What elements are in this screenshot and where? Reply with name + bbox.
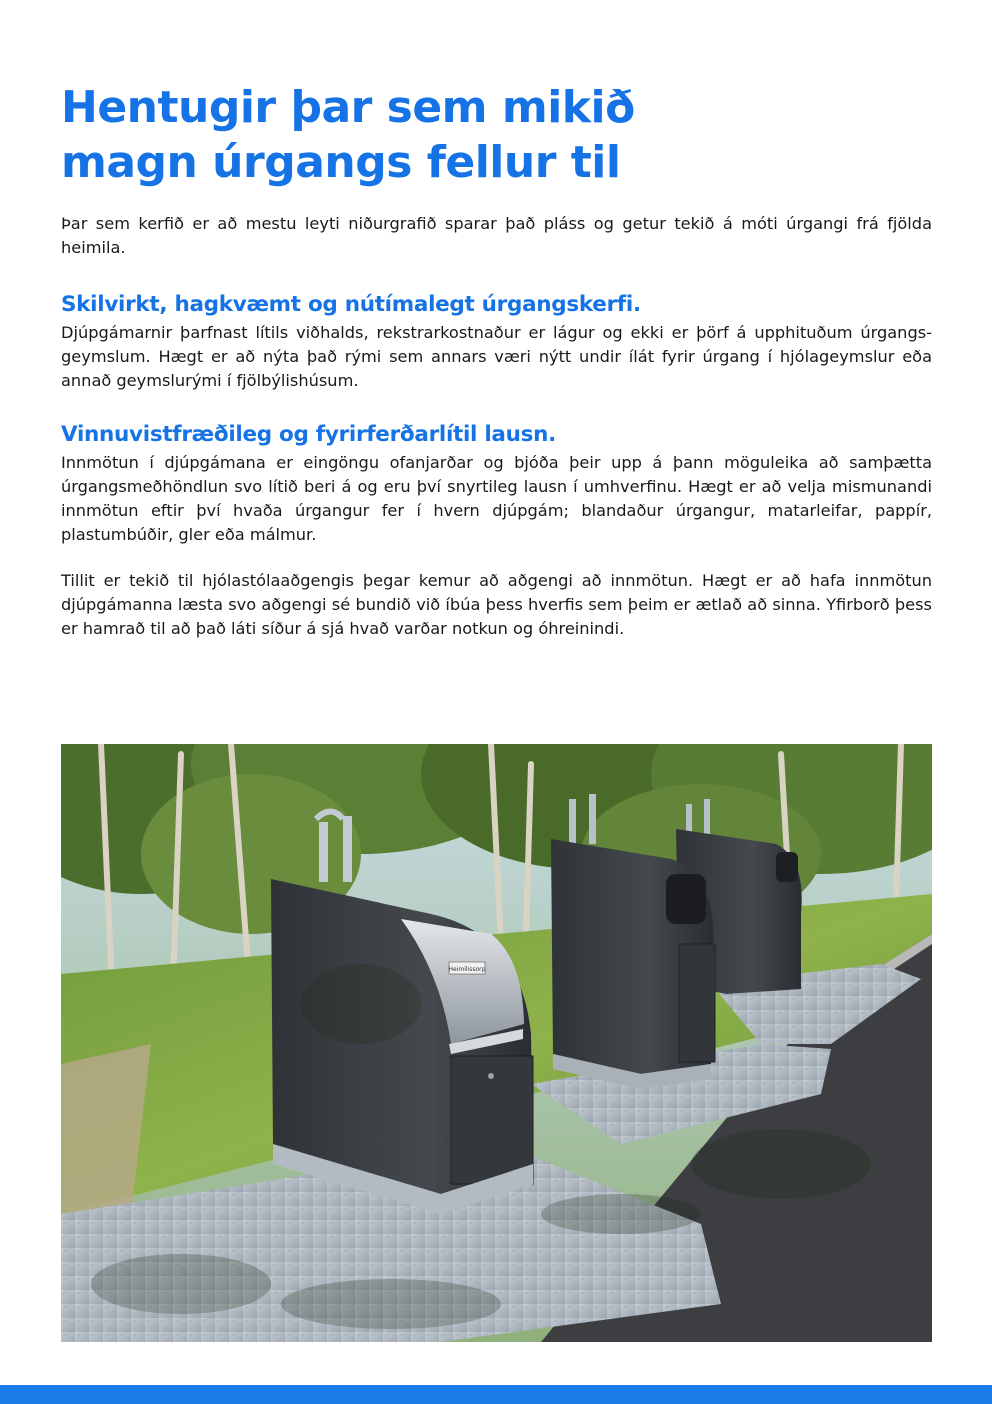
- section-efficient-system: [61, 290, 932, 393]
- intro-paragraph: [61, 212, 932, 260]
- page-title: [61, 80, 681, 190]
- footer-bar: [0, 1385, 992, 1404]
- section-heading: Vinnuvistfræðileg og fyrirferðarlítil lausn.: [61, 422, 556, 447]
- title-line-1: Hentugir þar sem mikið: [61, 82, 635, 133]
- section-ergonomic-solution: [61, 420, 932, 547]
- section-text: Innmötun í djúpgámana er eingöngu ofanjarðar og bjóða þeir upp á þann möguleika að samþætta úrgangsmeðhöndlun svo lítið beri á og eru því snyrtileg lausn í umhverfinu. Hægt er að velja mismunandi innmötun eftir því hvaða úrgangur fer í hvern djúpgám; blandaður úrgangur, matarleifar, pappír, plastumbúðir, gler eða málmur.: [61, 453, 932, 544]
- waste-label-text: Heimilissorp: [448, 966, 486, 973]
- section-heading: Skilvirkt, hagkvæmt og nútímalegt úrgangskerfi.: [61, 292, 641, 317]
- underground-containers-photo: [61, 744, 932, 1342]
- section-text: Djúpgámarnir þarfnast lítils viðhalds, rekstrarkostnaður er lágur og ekki er þörf á upphituðum úrgangs-geymslum. Hægt er að nýta það rými sem annars væri nýtt undir ílát fyrir úrgang í hjólageymslur eða annað geymslurými í fjölbýlishúsum.: [61, 323, 932, 390]
- title-line-2: magn úrgangs fellur til: [61, 137, 621, 188]
- closing-text: Tillit er tekið til hjólastólaaðgengis þegar kemur að aðgengi að innmötun. Hægt er að hafa innmötun djúpgámanna læsta svo aðgengi sé bundið við íbúa þess hverfis sem þeim er ætlað að sinna. Yfirborð þess er hamrað til að það láti síður á sjá hvað varðar notkun og óhreinindi.: [61, 571, 932, 638]
- intro-text: Þar sem kerfið er að mestu leyti niðurgrafið sparar það pláss og getur tekið á móti úrgangi frá fjölda heimila.: [61, 214, 932, 257]
- closing-paragraph: [61, 569, 932, 641]
